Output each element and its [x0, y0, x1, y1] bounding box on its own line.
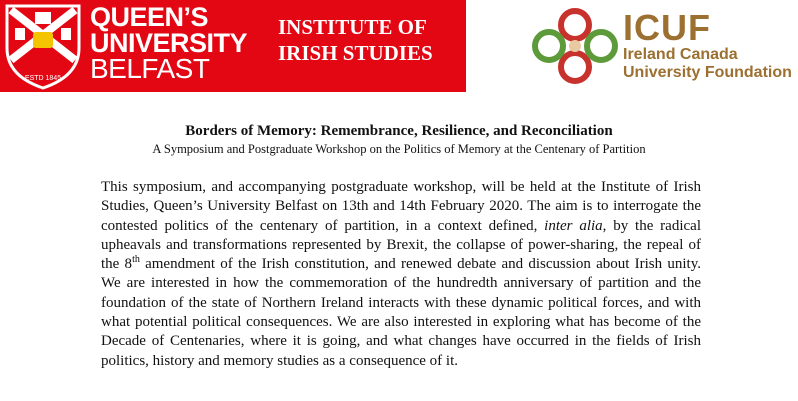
qub-line-queens: QUEEN’S [90, 2, 209, 32]
body-part-2: , by the radical upheavals and transformations represented by Brexit, the collapse of power-sharing, the repeal of the 8 [101, 217, 701, 273]
institute-line-1: INSTITUTE OF [278, 15, 427, 39]
crest-year: ESTD 1845 [24, 75, 62, 82]
body-part-1: This symposium, and accompanying postgraduate workshop, will be held at the Institute of Irish Studies, Queen’s University Belfast on 13th and 14th February 2020. The aim is to interrogate the contested politics of the centenary of partition, in a context defined, [101, 179, 701, 234]
body-paragraph [101, 178, 701, 371]
qub-header-band [0, 0, 466, 92]
icuf-abbr: ICUF [623, 7, 711, 48]
qub-wordmark [90, 4, 247, 82]
icuf-line-2: University Foundation [623, 64, 792, 81]
icuf-wordmark [623, 7, 792, 82]
qub-line-belfast: BELFAST [90, 53, 210, 84]
body-emphasis: inter alia [544, 217, 603, 234]
body-superscript: th [132, 254, 140, 266]
icuf-full-name [623, 46, 792, 82]
qub-line-university: UNIVERSITY [90, 28, 248, 58]
document-subtitle: A Symposium and Postgraduate Workshop on the Politics of Memory at the Centenary of Partition [152, 142, 646, 156]
qub-crest-icon [3, 2, 83, 90]
icuf-line-1: Ireland Canada [623, 46, 738, 63]
institute-line-2: IRISH STUDIES [278, 41, 433, 65]
institute-name [278, 14, 433, 66]
icuf-knot-icon [529, 5, 621, 87]
body-part-3: amendment of the Irish constitution, and renewed debate and discussion about Irish unity. We are interested in how the commemoration of the hundredth anniversary of partition and the foundation of the state of Northern Ireland interacts with these dynamic political forces, and with what potential political consequences. We are also interested in exploring what has become of the Decade of Centenaries, where it is going, and what changes have occurred in the fields of Irish politics, history and memory studies as a consequence of it. [101, 256, 701, 369]
document-title: Borders of Memory: Remembrance, Resilience, and Reconciliation [185, 123, 613, 139]
